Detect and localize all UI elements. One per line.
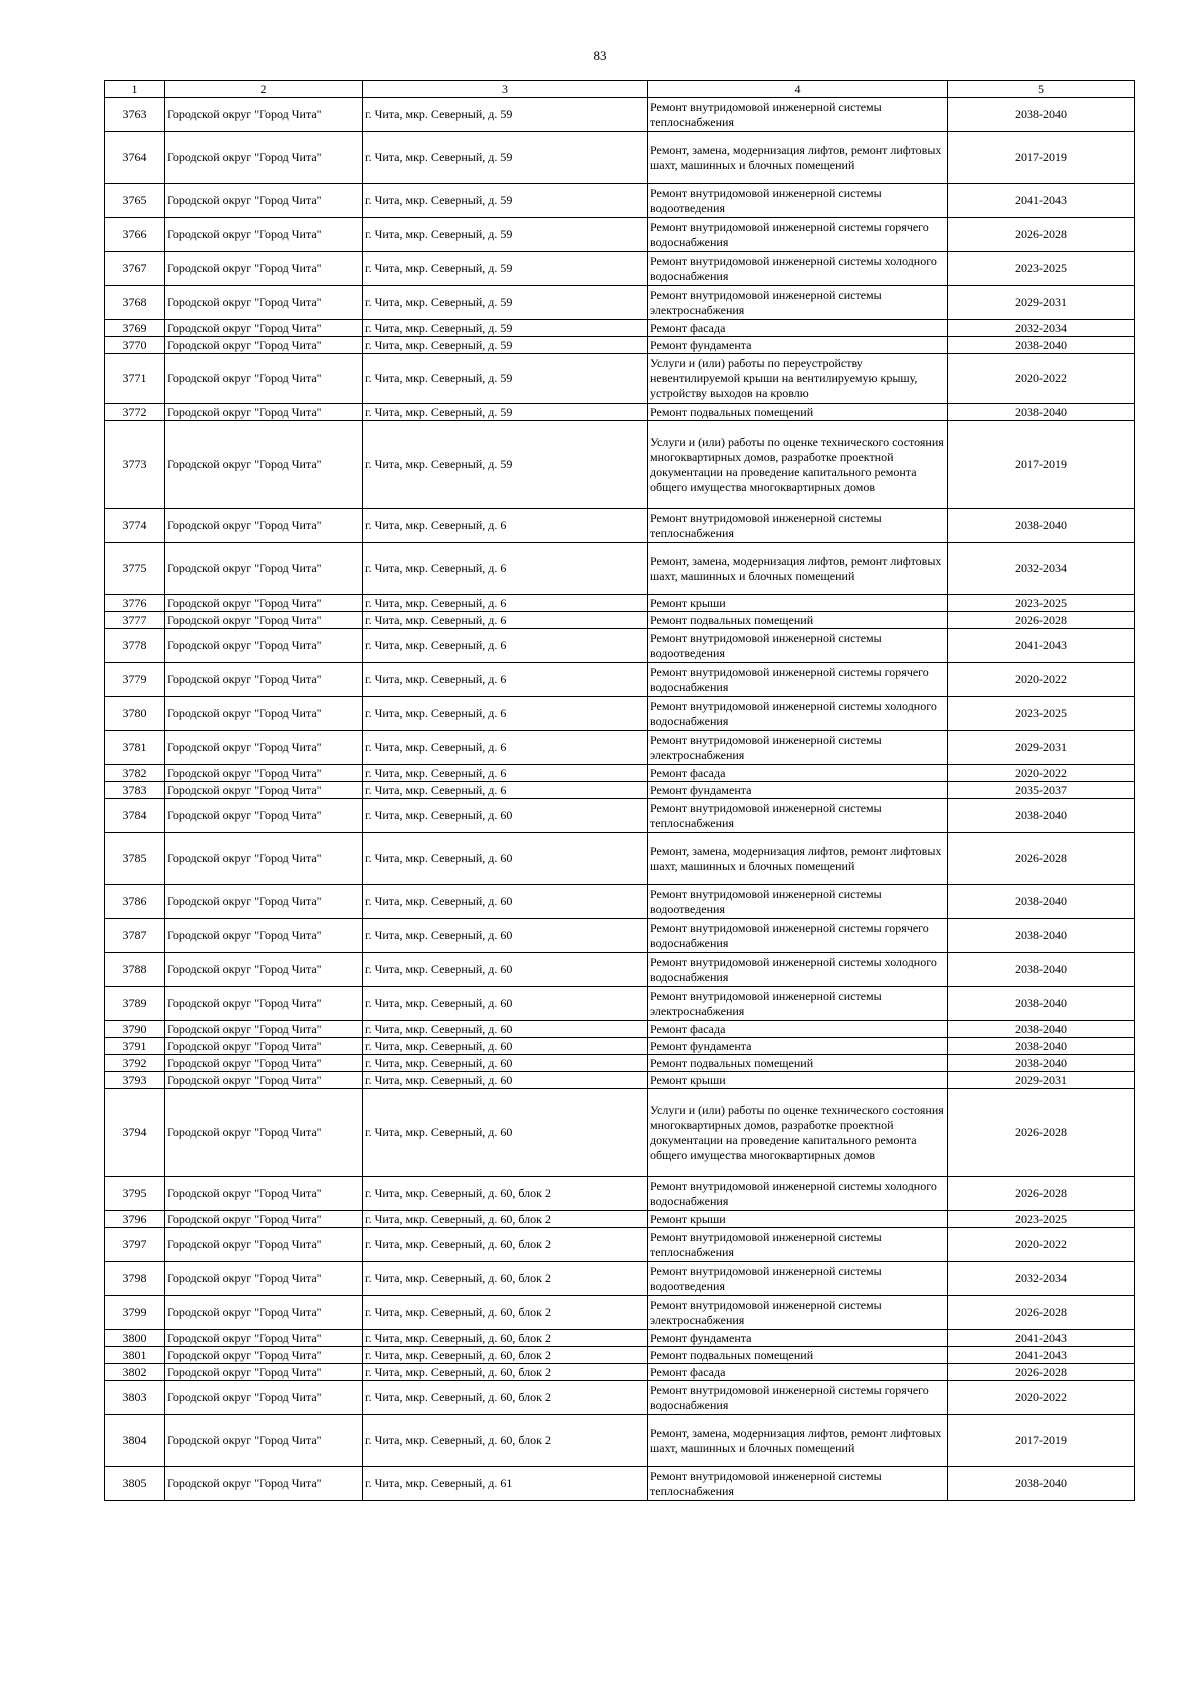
- table-row: [105, 1347, 1135, 1364]
- address-cell: г. Чита, мкр. Северный, д. 6: [363, 612, 648, 629]
- table-row: [105, 218, 1135, 252]
- row-number: 3763: [105, 98, 165, 132]
- period-cell: 2026-2028: [948, 833, 1135, 885]
- municipality-cell: Городской округ "Город Чита": [165, 98, 363, 132]
- address-cell: г. Чита, мкр. Северный, д. 60: [363, 1021, 648, 1038]
- row-number: 3781: [105, 731, 165, 765]
- work-type-cell: Услуги и (или) работы по переустройству невентилируемой крыши на вентилируемую крышу, устройству выходов на кровлю: [648, 354, 948, 404]
- row-number: 3797: [105, 1228, 165, 1262]
- row-number: 3774: [105, 509, 165, 543]
- period-cell: 2029-2031: [948, 1072, 1135, 1089]
- municipality-cell: Городской округ "Город Чита": [165, 987, 363, 1021]
- table-row: [105, 509, 1135, 543]
- table-row: [105, 1072, 1135, 1089]
- work-type-cell: Ремонт подвальных помещений: [648, 1055, 948, 1072]
- row-number: 3798: [105, 1262, 165, 1296]
- work-type-cell: Ремонт внутридомовой инженерной системы горячего водоснабжения: [648, 919, 948, 953]
- table-row: [105, 354, 1135, 404]
- municipality-cell: Городской округ "Город Чита": [165, 1038, 363, 1055]
- municipality-cell: Городской округ "Город Чита": [165, 595, 363, 612]
- period-cell: 2026-2028: [948, 612, 1135, 629]
- municipality-cell: Городской округ "Город Чита": [165, 337, 363, 354]
- work-type-cell: Ремонт подвальных помещений: [648, 1347, 948, 1364]
- row-number: 3766: [105, 218, 165, 252]
- municipality-cell: Городской округ "Город Чита": [165, 629, 363, 663]
- period-cell: 2026-2028: [948, 1296, 1135, 1330]
- row-number: 3799: [105, 1296, 165, 1330]
- period-cell: 2026-2028: [948, 1177, 1135, 1211]
- table-row: [105, 697, 1135, 731]
- period-cell: 2020-2022: [948, 1228, 1135, 1262]
- work-type-cell: Ремонт фундамента: [648, 337, 948, 354]
- municipality-cell: Городской округ "Город Чита": [165, 1467, 363, 1501]
- header-col-4: 4: [648, 81, 948, 98]
- address-cell: г. Чита, мкр. Северный, д. 60: [363, 1055, 648, 1072]
- municipality-cell: Городской округ "Город Чита": [165, 1072, 363, 1089]
- address-cell: г. Чита, мкр. Северный, д. 60, блок 2: [363, 1415, 648, 1467]
- work-type-cell: Ремонт крыши: [648, 1211, 948, 1228]
- municipality-cell: Городской округ "Город Чита": [165, 320, 363, 337]
- row-number: 3770: [105, 337, 165, 354]
- row-number: 3792: [105, 1055, 165, 1072]
- table-row: [105, 799, 1135, 833]
- work-type-cell: Ремонт крыши: [648, 1072, 948, 1089]
- header-col-2: 2: [165, 81, 363, 98]
- table-row: [105, 543, 1135, 595]
- period-cell: 2020-2022: [948, 765, 1135, 782]
- address-cell: г. Чита, мкр. Северный, д. 60, блок 2: [363, 1296, 648, 1330]
- work-type-cell: Ремонт внутридомовой инженерной системы теплоснабжения: [648, 98, 948, 132]
- work-type-cell: Ремонт внутридомовой инженерной системы электроснабжения: [648, 987, 948, 1021]
- table-row: [105, 98, 1135, 132]
- table-row: [105, 953, 1135, 987]
- table-row: [105, 629, 1135, 663]
- work-type-cell: Ремонт внутридомовой инженерной системы горячего водоснабжения: [648, 663, 948, 697]
- work-type-cell: Ремонт внутридомовой инженерной системы электроснабжения: [648, 731, 948, 765]
- municipality-cell: Городской округ "Город Чита": [165, 1228, 363, 1262]
- period-cell: 2038-2040: [948, 919, 1135, 953]
- period-cell: 2041-2043: [948, 184, 1135, 218]
- table-row: [105, 1330, 1135, 1347]
- work-type-cell: Ремонт внутридомовой инженерной системы водоотведения: [648, 1262, 948, 1296]
- row-number: 3795: [105, 1177, 165, 1211]
- table-row: [105, 421, 1135, 509]
- row-number: 3767: [105, 252, 165, 286]
- row-number: 3800: [105, 1330, 165, 1347]
- municipality-cell: Городской округ "Город Чита": [165, 697, 363, 731]
- municipality-cell: Городской округ "Город Чита": [165, 1364, 363, 1381]
- work-type-cell: Ремонт внутридомовой инженерной системы холодного водоснабжения: [648, 252, 948, 286]
- address-cell: г. Чита, мкр. Северный, д. 59: [363, 320, 648, 337]
- table-row: [105, 885, 1135, 919]
- row-number: 3777: [105, 612, 165, 629]
- address-cell: г. Чита, мкр. Северный, д. 60, блок 2: [363, 1228, 648, 1262]
- work-type-cell: Ремонт подвальных помещений: [648, 404, 948, 421]
- municipality-cell: Городской округ "Город Чита": [165, 132, 363, 184]
- period-cell: 2035-2037: [948, 782, 1135, 799]
- work-type-cell: Ремонт внутридомовой инженерной системы водоотведения: [648, 885, 948, 919]
- row-number: 3776: [105, 595, 165, 612]
- municipality-cell: Городской округ "Город Чита": [165, 833, 363, 885]
- address-cell: г. Чита, мкр. Северный, д. 6: [363, 731, 648, 765]
- period-cell: 2038-2040: [948, 885, 1135, 919]
- table-row: [105, 1364, 1135, 1381]
- row-number: 3771: [105, 354, 165, 404]
- period-cell: 2038-2040: [948, 98, 1135, 132]
- period-cell: 2026-2028: [948, 1089, 1135, 1177]
- period-cell: 2032-2034: [948, 1262, 1135, 1296]
- period-cell: 2026-2028: [948, 218, 1135, 252]
- row-number: 3775: [105, 543, 165, 595]
- work-type-cell: Ремонт внутридомовой инженерной системы горячего водоснабжения: [648, 1381, 948, 1415]
- address-cell: г. Чита, мкр. Северный, д. 60, блок 2: [363, 1364, 648, 1381]
- address-cell: г. Чита, мкр. Северный, д. 59: [363, 98, 648, 132]
- municipality-cell: Городской округ "Город Чита": [165, 1211, 363, 1228]
- work-type-cell: Ремонт внутридомовой инженерной системы электроснабжения: [648, 1296, 948, 1330]
- work-type-cell: Ремонт фасада: [648, 1364, 948, 1381]
- period-cell: 2032-2034: [948, 320, 1135, 337]
- row-number: 3803: [105, 1381, 165, 1415]
- work-type-cell: Услуги и (или) работы по оценке технического состояния многоквартирных домов, разработке проектной документации на проведение капитального ремонта общего имущества многоквартирных домов: [648, 1089, 948, 1177]
- work-type-cell: Ремонт фундамента: [648, 782, 948, 799]
- row-number: 3764: [105, 132, 165, 184]
- work-type-cell: Ремонт фасада: [648, 320, 948, 337]
- row-number: 3768: [105, 286, 165, 320]
- row-number: 3782: [105, 765, 165, 782]
- row-number: 3788: [105, 953, 165, 987]
- municipality-cell: Городской округ "Город Чита": [165, 1177, 363, 1211]
- table-row: [105, 132, 1135, 184]
- row-number: 3773: [105, 421, 165, 509]
- header-col-3: 3: [363, 81, 648, 98]
- municipality-cell: Городской округ "Город Чита": [165, 1021, 363, 1038]
- municipality-cell: Городской округ "Город Чита": [165, 799, 363, 833]
- table-row: [105, 1296, 1135, 1330]
- municipality-cell: Городской округ "Город Чита": [165, 1089, 363, 1177]
- municipality-cell: Городской округ "Город Чита": [165, 612, 363, 629]
- table-row: [105, 1211, 1135, 1228]
- row-number: 3778: [105, 629, 165, 663]
- work-type-cell: Ремонт внутридомовой инженерной системы горячего водоснабжения: [648, 218, 948, 252]
- address-cell: г. Чита, мкр. Северный, д. 59: [363, 404, 648, 421]
- header-row: [105, 81, 1135, 98]
- address-cell: г. Чита, мкр. Северный, д. 6: [363, 543, 648, 595]
- table-row: [105, 1467, 1135, 1501]
- row-number: 3794: [105, 1089, 165, 1177]
- municipality-cell: Городской округ "Город Чита": [165, 663, 363, 697]
- period-cell: 2023-2025: [948, 697, 1135, 731]
- municipality-cell: Городской округ "Город Чита": [165, 1347, 363, 1364]
- address-cell: г. Чита, мкр. Северный, д. 60, блок 2: [363, 1381, 648, 1415]
- municipality-cell: Городской округ "Город Чита": [165, 543, 363, 595]
- address-cell: г. Чита, мкр. Северный, д. 60, блок 2: [363, 1262, 648, 1296]
- municipality-cell: Городской округ "Город Чита": [165, 354, 363, 404]
- table-row: [105, 1415, 1135, 1467]
- table-row: [105, 337, 1135, 354]
- work-type-cell: Ремонт фасада: [648, 765, 948, 782]
- row-number: 3793: [105, 1072, 165, 1089]
- municipality-cell: Городской округ "Город Чита": [165, 218, 363, 252]
- address-cell: г. Чита, мкр. Северный, д. 60: [363, 1089, 648, 1177]
- address-cell: г. Чита, мкр. Северный, д. 60: [363, 953, 648, 987]
- period-cell: 2017-2019: [948, 132, 1135, 184]
- period-cell: 2020-2022: [948, 663, 1135, 697]
- period-cell: 2023-2025: [948, 252, 1135, 286]
- row-number: 3786: [105, 885, 165, 919]
- period-cell: 2032-2034: [948, 543, 1135, 595]
- municipality-cell: Городской округ "Город Чита": [165, 1330, 363, 1347]
- municipality-cell: Городской округ "Город Чита": [165, 782, 363, 799]
- work-type-cell: Ремонт, замена, модернизация лифтов, ремонт лифтовых шахт, машинных и блочных помещений: [648, 543, 948, 595]
- row-number: 3787: [105, 919, 165, 953]
- work-type-cell: Ремонт внутридомовой инженерной системы теплоснабжения: [648, 509, 948, 543]
- period-cell: 2023-2025: [948, 1211, 1135, 1228]
- address-cell: г. Чита, мкр. Северный, д. 60, блок 2: [363, 1330, 648, 1347]
- period-cell: 2029-2031: [948, 286, 1135, 320]
- address-cell: г. Чита, мкр. Северный, д. 60: [363, 987, 648, 1021]
- municipality-cell: Городской округ "Город Чита": [165, 919, 363, 953]
- municipality-cell: Городской округ "Город Чита": [165, 509, 363, 543]
- municipality-cell: Городской округ "Город Чита": [165, 731, 363, 765]
- work-type-cell: Ремонт внутридомовой инженерной системы теплоснабжения: [648, 1467, 948, 1501]
- municipality-cell: Городской округ "Город Чита": [165, 404, 363, 421]
- address-cell: г. Чита, мкр. Северный, д. 60: [363, 833, 648, 885]
- table-row: [105, 184, 1135, 218]
- table-row: [105, 782, 1135, 799]
- address-cell: г. Чита, мкр. Северный, д. 60: [363, 1038, 648, 1055]
- row-number: 3789: [105, 987, 165, 1021]
- address-cell: г. Чита, мкр. Северный, д. 60, блок 2: [363, 1211, 648, 1228]
- address-cell: г. Чита, мкр. Северный, д. 60: [363, 1072, 648, 1089]
- address-cell: г. Чита, мкр. Северный, д. 59: [363, 252, 648, 286]
- municipality-cell: Городской округ "Город Чита": [165, 184, 363, 218]
- address-cell: г. Чита, мкр. Северный, д. 59: [363, 286, 648, 320]
- work-type-cell: Ремонт фундамента: [648, 1038, 948, 1055]
- table-row: [105, 663, 1135, 697]
- table-row: [105, 987, 1135, 1021]
- address-cell: г. Чита, мкр. Северный, д. 6: [363, 663, 648, 697]
- table-row: [105, 1089, 1135, 1177]
- period-cell: 2029-2031: [948, 731, 1135, 765]
- municipality-cell: Городской округ "Город Чита": [165, 1262, 363, 1296]
- municipality-cell: Городской округ "Город Чита": [165, 286, 363, 320]
- address-cell: г. Чита, мкр. Северный, д. 59: [363, 354, 648, 404]
- address-cell: г. Чита, мкр. Северный, д. 59: [363, 337, 648, 354]
- period-cell: 2026-2028: [948, 1364, 1135, 1381]
- address-cell: г. Чита, мкр. Северный, д. 60, блок 2: [363, 1347, 648, 1364]
- work-type-cell: Услуги и (или) работы по оценке технического состояния многоквартирных домов, разработке проектной документации на проведение капитального ремонта общего имущества многоквартирных домов: [648, 421, 948, 509]
- address-cell: г. Чита, мкр. Северный, д. 6: [363, 509, 648, 543]
- municipality-cell: Городской округ "Город Чита": [165, 1415, 363, 1467]
- table-row: [105, 320, 1135, 337]
- row-number: 3772: [105, 404, 165, 421]
- municipality-cell: Городской округ "Город Чита": [165, 1055, 363, 1072]
- table-row: [105, 1262, 1135, 1296]
- work-type-cell: Ремонт внутридомовой инженерной системы водоотведения: [648, 184, 948, 218]
- work-type-cell: Ремонт фундамента: [648, 1330, 948, 1347]
- work-type-cell: Ремонт, замена, модернизация лифтов, ремонт лифтовых шахт, машинных и блочных помещений: [648, 833, 948, 885]
- period-cell: 2041-2043: [948, 1330, 1135, 1347]
- address-cell: г. Чита, мкр. Северный, д. 59: [363, 132, 648, 184]
- period-cell: 2038-2040: [948, 1038, 1135, 1055]
- table-row: [105, 1021, 1135, 1038]
- table-row: [105, 833, 1135, 885]
- row-number: 3783: [105, 782, 165, 799]
- period-cell: 2041-2043: [948, 629, 1135, 663]
- work-type-cell: Ремонт фасада: [648, 1021, 948, 1038]
- row-number: 3802: [105, 1364, 165, 1381]
- table-row: [105, 1038, 1135, 1055]
- table-row: [105, 1055, 1135, 1072]
- address-cell: г. Чита, мкр. Северный, д. 61: [363, 1467, 648, 1501]
- table-row: [105, 1177, 1135, 1211]
- municipality-cell: Городской округ "Город Чита": [165, 1296, 363, 1330]
- address-cell: г. Чита, мкр. Северный, д. 59: [363, 421, 648, 509]
- period-cell: 2020-2022: [948, 1381, 1135, 1415]
- municipality-cell: Городской округ "Город Чита": [165, 252, 363, 286]
- period-cell: 2038-2040: [948, 1467, 1135, 1501]
- row-number: 3785: [105, 833, 165, 885]
- period-cell: 2038-2040: [948, 1021, 1135, 1038]
- address-cell: г. Чита, мкр. Северный, д. 59: [363, 184, 648, 218]
- table-row: [105, 731, 1135, 765]
- table-row: [105, 1381, 1135, 1415]
- row-number: 3796: [105, 1211, 165, 1228]
- address-cell: г. Чита, мкр. Северный, д. 6: [363, 629, 648, 663]
- municipality-cell: Городской округ "Город Чита": [165, 953, 363, 987]
- row-number: 3805: [105, 1467, 165, 1501]
- municipality-cell: Городской округ "Город Чита": [165, 1381, 363, 1415]
- work-type-cell: Ремонт, замена, модернизация лифтов, ремонт лифтовых шахт, машинных и блочных помещений: [648, 1415, 948, 1467]
- work-type-cell: Ремонт внутридомовой инженерной системы водоотведения: [648, 629, 948, 663]
- table-row: [105, 919, 1135, 953]
- municipality-cell: Городской округ "Город Чита": [165, 765, 363, 782]
- row-number: 3765: [105, 184, 165, 218]
- period-cell: 2017-2019: [948, 421, 1135, 509]
- address-cell: г. Чита, мкр. Северный, д. 60, блок 2: [363, 1177, 648, 1211]
- table-row: [105, 1228, 1135, 1262]
- row-number: 3779: [105, 663, 165, 697]
- table-row: [105, 595, 1135, 612]
- address-cell: г. Чита, мкр. Северный, д. 59: [363, 218, 648, 252]
- row-number: 3784: [105, 799, 165, 833]
- address-cell: г. Чита, мкр. Северный, д. 6: [363, 697, 648, 731]
- row-number: 3791: [105, 1038, 165, 1055]
- row-number: 3790: [105, 1021, 165, 1038]
- period-cell: 2038-2040: [948, 799, 1135, 833]
- period-cell: 2038-2040: [948, 337, 1135, 354]
- table-row: [105, 404, 1135, 421]
- period-cell: 2038-2040: [948, 509, 1135, 543]
- period-cell: 2041-2043: [948, 1347, 1135, 1364]
- row-number: 3804: [105, 1415, 165, 1467]
- work-type-cell: Ремонт внутридомовой инженерной системы холодного водоснабжения: [648, 697, 948, 731]
- address-cell: г. Чита, мкр. Северный, д. 6: [363, 782, 648, 799]
- period-cell: 2038-2040: [948, 1055, 1135, 1072]
- table-row: [105, 612, 1135, 629]
- work-type-cell: Ремонт внутридомовой инженерной системы теплоснабжения: [648, 1228, 948, 1262]
- work-type-cell: Ремонт внутридомовой инженерной системы холодного водоснабжения: [648, 1177, 948, 1211]
- work-type-cell: Ремонт подвальных помещений: [648, 612, 948, 629]
- address-cell: г. Чита, мкр. Северный, д. 60: [363, 799, 648, 833]
- work-type-cell: Ремонт крыши: [648, 595, 948, 612]
- repair-schedule-table: [104, 80, 1135, 1501]
- period-cell: 2038-2040: [948, 404, 1135, 421]
- page-number: 83: [593, 48, 607, 63]
- table-row: [105, 765, 1135, 782]
- table-row: [105, 252, 1135, 286]
- period-cell: 2023-2025: [948, 595, 1135, 612]
- header-col-5: 5: [948, 81, 1135, 98]
- work-type-cell: Ремонт внутридомовой инженерной системы электроснабжения: [648, 286, 948, 320]
- row-number: 3780: [105, 697, 165, 731]
- municipality-cell: Городской округ "Город Чита": [165, 885, 363, 919]
- work-type-cell: Ремонт внутридомовой инженерной системы холодного водоснабжения: [648, 953, 948, 987]
- header-col-1: 1: [105, 81, 165, 98]
- municipality-cell: Городской округ "Город Чита": [165, 421, 363, 509]
- period-cell: 2038-2040: [948, 953, 1135, 987]
- address-cell: г. Чита, мкр. Северный, д. 60: [363, 885, 648, 919]
- row-number: 3801: [105, 1347, 165, 1364]
- period-cell: 2020-2022: [948, 354, 1135, 404]
- table-row: [105, 286, 1135, 320]
- period-cell: 2017-2019: [948, 1415, 1135, 1467]
- period-cell: 2038-2040: [948, 987, 1135, 1021]
- row-number: 3769: [105, 320, 165, 337]
- address-cell: г. Чита, мкр. Северный, д. 60: [363, 919, 648, 953]
- work-type-cell: Ремонт внутридомовой инженерной системы теплоснабжения: [648, 799, 948, 833]
- address-cell: г. Чита, мкр. Северный, д. 6: [363, 595, 648, 612]
- address-cell: г. Чита, мкр. Северный, д. 6: [363, 765, 648, 782]
- work-type-cell: Ремонт, замена, модернизация лифтов, ремонт лифтовых шахт, машинных и блочных помещений: [648, 132, 948, 184]
